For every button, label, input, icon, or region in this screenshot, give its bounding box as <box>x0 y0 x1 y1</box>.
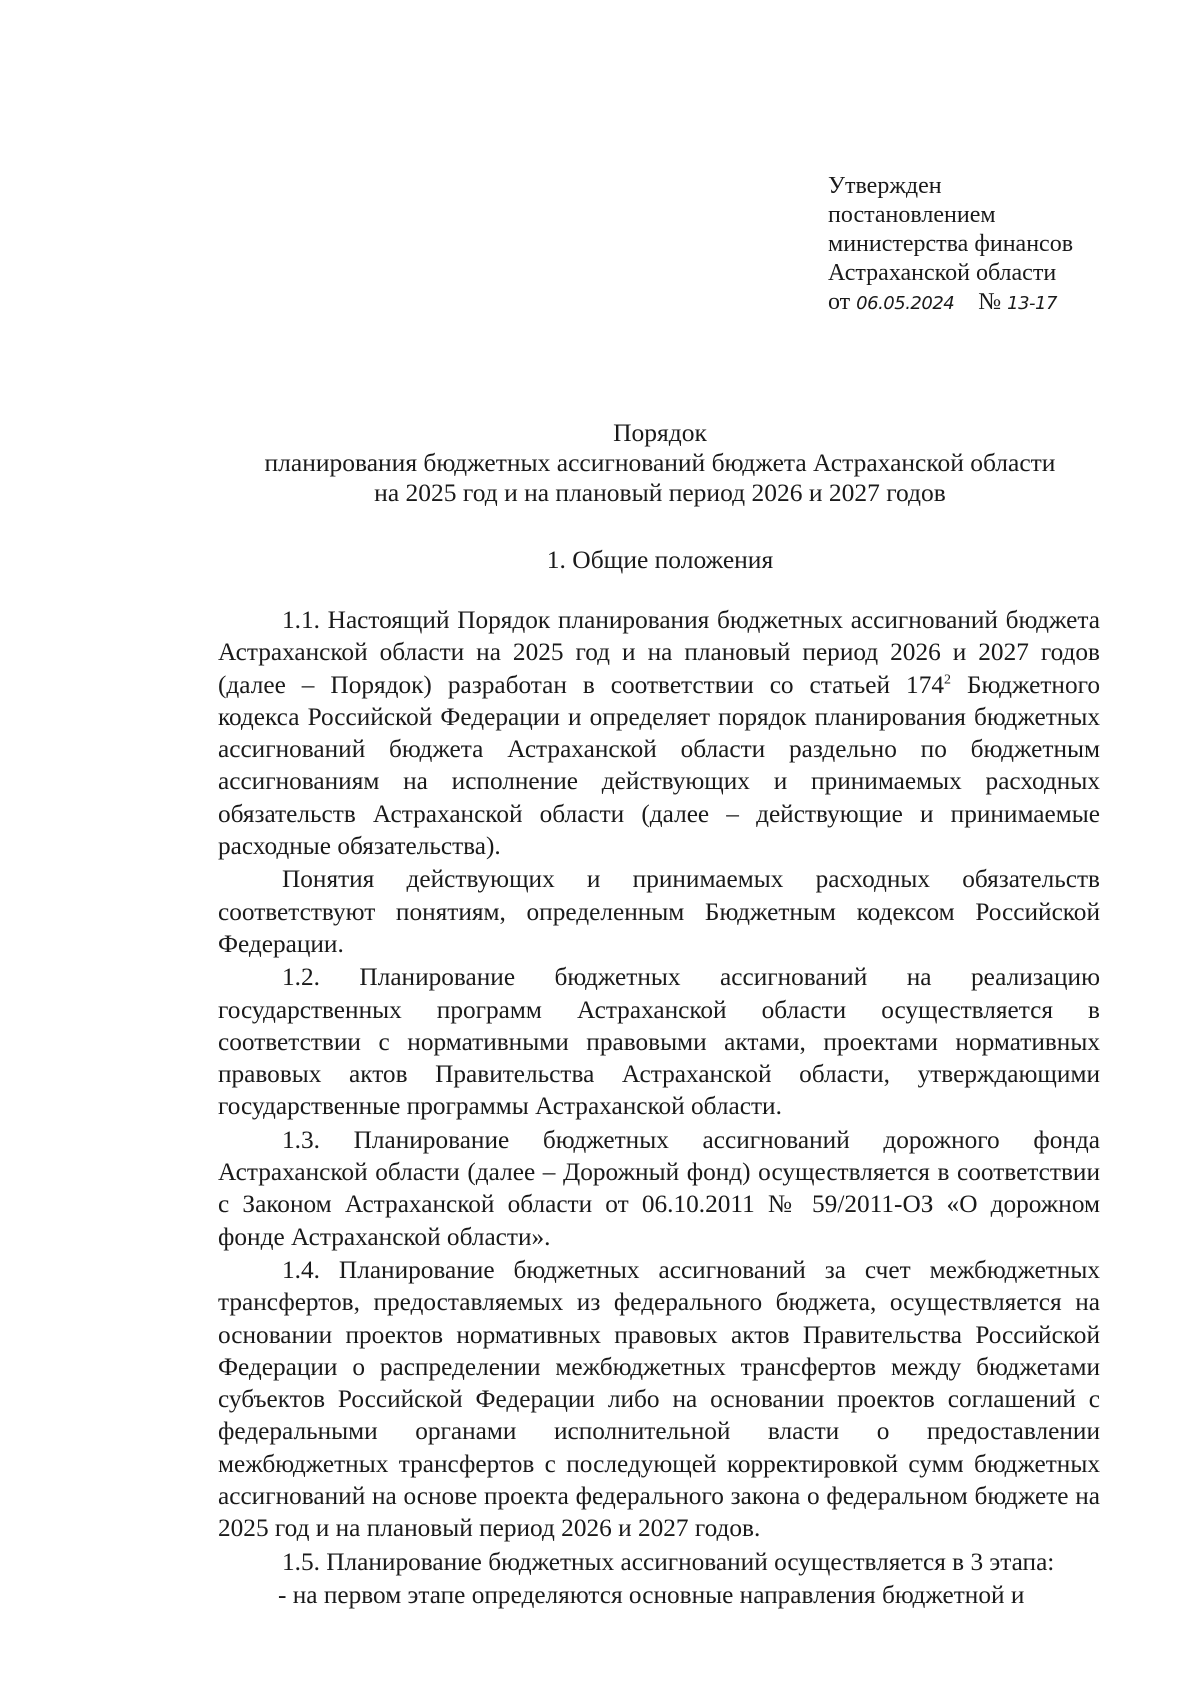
paragraph-1-5-stage-1: - на первом этапе определяются основные направления бюджетной и <box>278 1580 1025 1609</box>
approval-line-region: Астраханской области <box>828 260 1057 286</box>
title-line-period: на 2025 год и на плановый период 2026 и 2027 годов <box>374 478 946 507</box>
number-sign: № <box>978 289 1002 315</box>
document-title <box>220 418 1100 508</box>
paragraph-1-2: 1.2. Планирование бюджетных ассигнований на реализацию государственных программ Астраханской области осуществляется в соответствии с нормативными правовыми актами, проектами нормативных правовых актов Правительства Астраханской области, утверждающими государственные программы Астраханской области. <box>218 963 1100 1121</box>
approval-line-date-number <box>828 288 1128 318</box>
document-body <box>218 604 1100 1612</box>
title-line-subject: планирования бюджетных ассигнований бюджета Астраханской области <box>264 448 1056 477</box>
handwritten-date: 06.05.2024 <box>856 293 955 314</box>
paragraph-1-5: 1.5. Планирование бюджетных ассигнований осуществляется в 3 этапа: <box>282 1547 1055 1576</box>
paragraph-1-1 <box>218 604 1100 862</box>
paragraph-1-4: 1.4. Планирование бюджетных ассигнований за счет межбюджетных трансфертов, предоставляемых из федерального бюджета, осуществляется на основании проектов нормативных правовых актов Правительства Российской Федерации о распределении межбюджетных трансфертов между бюджетами субъектов Российской Федерации либо на основании проектов соглашений с федеральными органами исполнительной власти о предоставлении межбюджетных трансфертов с последующей корректировкой сумм бюджетных ассигнований на основе проекта федерального закона о федеральном бюджете на 2025 год и на плановый период 2026 и 2027 годов. <box>218 1255 1100 1543</box>
paragraph-1-3: 1.3. Планирование бюджетных ассигнований дорожного фонда Астраханской области (далее – Дорожный фонд) осуществляется в соответствии с Законом Астраханской области от 06.10.2011 № 59/2011-ОЗ «О дорожном фонде Астраханской области». <box>218 1125 1100 1251</box>
approval-stamp-block <box>828 172 1128 318</box>
title-line-order: Порядок <box>613 418 707 447</box>
approval-line-approved: Утвержден <box>828 173 942 199</box>
approval-line-resolution: постановлением <box>828 202 996 228</box>
article-superscript: 2 <box>944 672 951 688</box>
date-prefix: от <box>828 289 851 315</box>
paragraph-1-1-part-b: Бюджетного кодекса Российской Федерации и определяет порядок планирования бюджетных ассигнований бюджета Астраханской области раздельно по бюджетным ассигнованиям на исполнение действующих и принимаемых расходных обязательств Астраханской области (далее – действующие и принимаемые расходные обязательства). <box>218 670 1100 861</box>
paragraph-concepts: Понятия действующих и принимаемых расходных обязательств соответствуют понятиям, определенным Бюджетным кодексом Российской Федерации. <box>218 865 1100 958</box>
paragraph-1-1-part-a: 1.1. Настоящий Порядок планирования бюджетных ассигнований бюджета Астраханской области на 2025 год и на плановый период 2026 и 2027 годов (далее – Порядок) разработан в соответствии со статьей 174 <box>218 606 1100 699</box>
handwritten-number: 13-17 <box>1007 293 1057 314</box>
section-heading: 1. Общие положения <box>546 545 774 574</box>
approval-line-ministry: министерства финансов <box>828 231 1074 257</box>
